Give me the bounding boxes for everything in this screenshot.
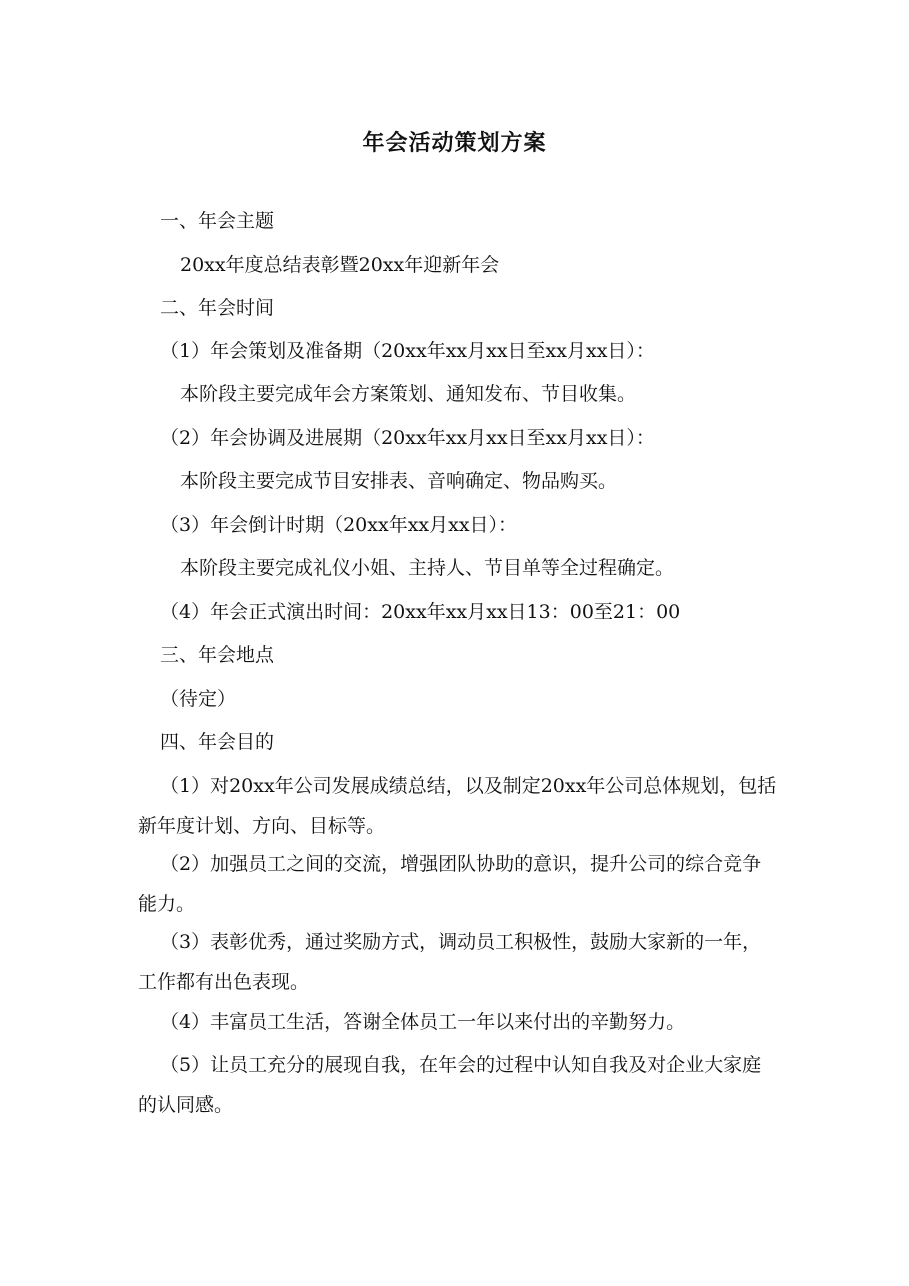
time-item-1-desc: 本阶段主要完成年会方案策划、通知发布、节目收集。	[180, 383, 637, 405]
place-heading: 三、年会地点	[160, 644, 275, 666]
purpose-heading: 四、年会目的	[160, 731, 275, 753]
theme-text: 20xx年度总结表彰暨20xx年迎新年会	[180, 254, 500, 276]
time-item-4: （4）年会正式演出时间：20xx年xx月xx日13：00至21：00	[160, 601, 681, 623]
time-item-3: （3）年会倒计时期（20xx年xx月xx日）：	[160, 514, 518, 536]
time-item-2: （2）年会协调及进展期（20xx年xx月xx日至xx月xx日）：	[160, 427, 655, 449]
purpose-item-5: （5）让员工充分的展现自我，在年会的过程中认知自我及对企业大家庭的认同感。	[138, 1054, 762, 1116]
purpose-item-4: （4）丰富员工生活，答谢全体员工一年以来付出的辛勤努力。	[160, 1011, 686, 1033]
time-item-1: （1）年会策划及准备期（20xx年xx月xx日至xx月xx日）：	[160, 340, 655, 362]
theme-heading: 一、年会主题	[160, 210, 275, 232]
time-heading: 二、年会时间	[160, 297, 275, 319]
time-item-2-desc: 本阶段主要完成节目安排表、音响确定、物品购买。	[180, 470, 618, 492]
place-text: （待定）	[160, 688, 237, 710]
purpose-item-2: （2）加强员工之间的交流，增强团队协助的意识，提升公司的综合竞争能力。	[138, 853, 762, 915]
purpose-item-3: （3）表彰优秀，通过奖励方式，调动员工积极性，鼓励大家新的一年，工作都有出色表现。	[138, 931, 762, 993]
time-item-3-desc: 本阶段主要完成礼仪小姐、主持人、节目单等全过程确定。	[180, 557, 675, 579]
document-title: 年会活动策划方案	[362, 131, 547, 156]
purpose-item-1: （1）对20xx年公司发展成绩总结，以及制定20xx年公司总体规划，包括新年度计划、方向、目标等。	[138, 775, 777, 837]
